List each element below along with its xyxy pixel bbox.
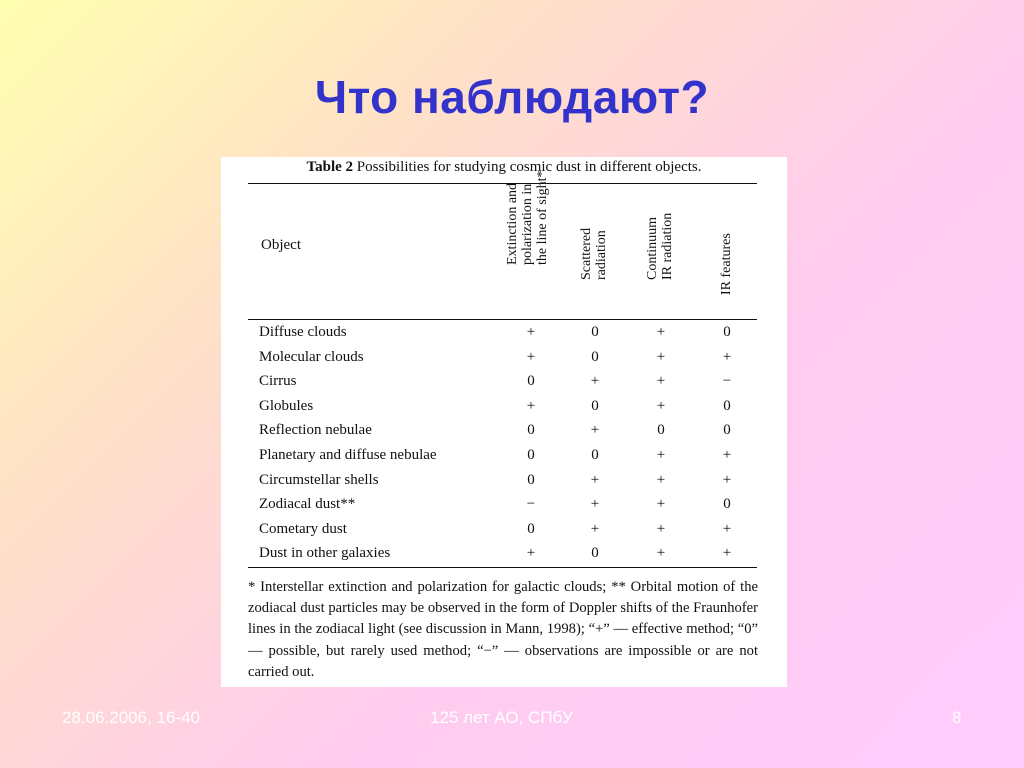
table-row: [221, 398, 787, 422]
row-cell-c4: 0: [723, 496, 731, 513]
row-cell-c1: +: [526, 324, 536, 340]
row-cell-c2: 0: [591, 348, 599, 365]
row-cell-c2: 0: [591, 397, 599, 414]
table-caption-text: Possibilities for studying cosmic dust in different objects.: [353, 159, 702, 175]
row-cell-c3: +: [656, 496, 666, 513]
row-cell-c4: 0: [723, 422, 731, 439]
footer-page-number: 8: [952, 708, 962, 727]
row-object-name: Cometary dust: [259, 520, 347, 537]
row-cell-c2: +: [590, 471, 600, 488]
row-cell-c1: 0: [527, 520, 535, 537]
row-cell-c1: 0: [527, 373, 535, 390]
table-footnote: [248, 577, 758, 683]
row-object-name: Globules: [259, 397, 314, 414]
col-header-line: Scattered: [579, 227, 594, 280]
row-cell-c4: +: [722, 545, 732, 562]
footnote-text: * Interstellar extinction and polarization for galactic clouds; ** Orbital motion of the zodiacal dust particles may be observed in the form of Doppler shifts of the Fraunhofer lines in the zodiacal light (see discussion in Mann, 1998); “+” — effective method; “0” — possible, but rarely used method; “−” — observations are impossible or are not carried out.: [248, 579, 758, 680]
row-cell-c3: +: [656, 324, 666, 340]
row-cell-c4: +: [722, 348, 732, 365]
row-object-name: Planetary and diffuse nebulae: [259, 447, 437, 463]
row-cell-c3: +: [656, 471, 666, 488]
row-cell-c1: 0: [527, 471, 535, 488]
row-object-name: Dust in other galaxies: [259, 545, 391, 562]
table-caption: [221, 159, 787, 176]
col-header-line: radiation: [594, 230, 609, 280]
row-cell-c1: +: [526, 348, 536, 365]
row-cell-c3: +: [656, 348, 666, 365]
row-cell-c2: 0: [591, 447, 599, 463]
slide-title: Что наблюдают?: [314, 71, 710, 123]
row-cell-c3: +: [656, 545, 666, 562]
footer-date: 28.06.2006, 16-40: [62, 708, 201, 727]
col-header-line: the line of sight*: [535, 170, 550, 265]
row-object-name: Cirrus: [259, 373, 297, 390]
col-header-line: IR features: [719, 233, 734, 295]
object-header: Object: [261, 237, 301, 253]
col-header-line: IR radiation: [660, 212, 675, 280]
row-cell-c1: −: [526, 496, 536, 513]
row-cell-c2: +: [590, 422, 600, 439]
dust-table: [221, 157, 787, 687]
table-row: [221, 521, 787, 545]
table-row: [221, 324, 787, 348]
row-cell-c1: 0: [527, 447, 535, 463]
footer-center: 125 лет АО, СПбУ: [430, 708, 574, 727]
row-object-name: Reflection nebulae: [259, 422, 372, 439]
table-row: [221, 496, 787, 520]
row-object-name: Circumstellar shells: [259, 471, 379, 488]
row-cell-c3: 0: [657, 422, 665, 439]
row-cell-c1: 0: [527, 422, 535, 439]
col-header-line: Continuum: [645, 216, 660, 280]
table-row: [221, 349, 787, 373]
row-cell-c3: +: [656, 373, 666, 390]
table-row: [221, 447, 787, 471]
row-cell-c1: +: [526, 545, 536, 562]
row-cell-c2: 0: [591, 324, 599, 340]
row-cell-c3: +: [656, 397, 666, 414]
row-cell-c2: +: [590, 520, 600, 537]
row-cell-c4: 0: [723, 397, 731, 414]
row-cell-c4: 0: [723, 324, 731, 340]
row-object-name: Zodiacal dust**: [259, 496, 356, 513]
row-cell-c1: +: [526, 397, 536, 414]
table-row: [221, 373, 787, 397]
row-cell-c2: 0: [591, 545, 599, 562]
row-cell-c2: +: [590, 496, 600, 513]
col-header-line: polarization in: [520, 183, 535, 265]
row-cell-c4: +: [722, 471, 732, 488]
row-cell-c3: +: [656, 520, 666, 537]
table-row: [221, 545, 787, 569]
row-cell-c2: +: [590, 373, 600, 390]
table-row: [221, 472, 787, 496]
row-cell-c3: +: [656, 447, 666, 463]
header-rule: [248, 319, 757, 320]
row-cell-c4: +: [722, 520, 732, 537]
bottom-rule: [248, 567, 757, 568]
row-cell-c4: +: [722, 447, 732, 463]
row-object-name: Diffuse clouds: [259, 324, 347, 340]
col-header-line: Extinction and: [505, 182, 520, 265]
row-cell-c4: −: [722, 373, 732, 390]
table-caption-label: Table 2: [306, 159, 354, 175]
table-row: [221, 422, 787, 446]
top-rule: [248, 183, 757, 184]
row-object-name: Molecular clouds: [259, 348, 364, 365]
